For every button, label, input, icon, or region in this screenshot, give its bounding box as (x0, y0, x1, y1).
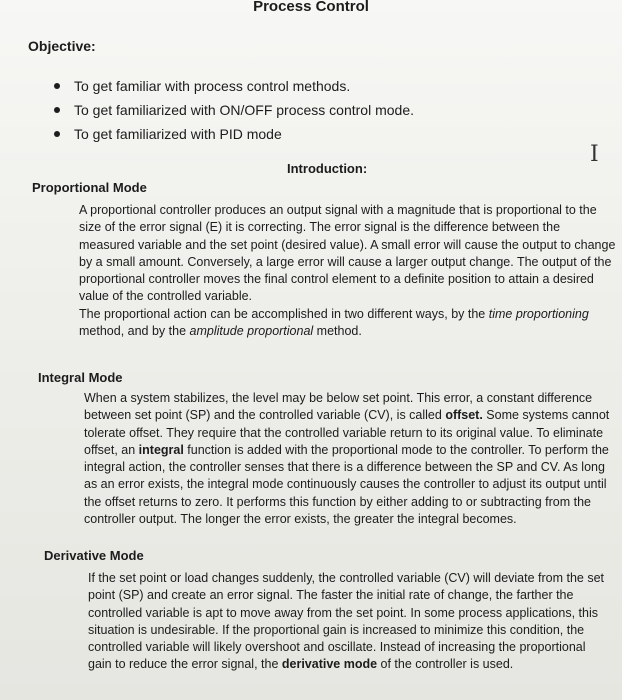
proportional-heading: Proportional Mode (32, 180, 147, 195)
integral-heading: Integral Mode (38, 370, 123, 385)
list-item: To get familiar with process control methods. (48, 74, 414, 98)
objective-list (48, 74, 414, 146)
introduction-heading: Introduction: (287, 161, 368, 176)
bullet-icon (54, 83, 60, 89)
derivative-heading: Derivative Mode (44, 548, 144, 563)
proportional-para-2: The proportional action can be accomplished in two different ways, by the time proportioning method, and by the amplitude proportional method. (79, 306, 589, 339)
proportional-para-1: A proportional controller produces an output signal with a magnitude that is proportional to the size of the error signal (E) it is correcting. The error signal is the difference between the measured variable and the set point (desired value). A small error will cause the output to change by a small amount. Conversely, a large error will cause a larger output change. The output of the proportional controller moves the final control element to a definite position to attain a desired value of the controlled variable. (79, 203, 616, 304)
integral-text: When a system stabilizes, the level may be below set point. This error, a constant difference between set point (SP) and the controlled variable (CV), is called offset. Some systems cannot tolerate offset. They require that the controlled variable return to its original value. To eliminate offset, an integral function is added with the proportional mode to the controller. To perform the integral action, the controller senses that there is a difference between the SP and CV. As long as an error exists, the integral mode continuously causes the controller to adjust its output until the offset returns to zero. It performs this function by either adding to or subtracting from the controller output. The longer the error exists, the greater the integral becomes. (84, 391, 610, 527)
page-title: Process Control (253, 0, 369, 15)
objective-heading: Objective: (28, 38, 96, 54)
derivative-text: If the set point or load changes suddenly, the controlled variable (CV) will deviate from the set point (SP) and create an error signal. The faster the initial rate of change, the farther the controlled variable is apt to move away from the set point. In some process applications, this situation is undesirable. If the proportional gain is increased to minimize this condition, the controlled variable will likely overshoot and oscillate. Instead of increasing the proportional gain to reduce the error signal, the derivative mode of the controller is used. (88, 571, 605, 672)
list-item: To get familiarized with ON/OFF process control mode. (48, 98, 414, 122)
list-item: To get familiarized with PID mode (48, 122, 414, 146)
proportional-text (79, 202, 619, 340)
text-cursor-icon: I (590, 142, 599, 167)
bullet-icon (54, 131, 60, 137)
bullet-icon (54, 107, 60, 113)
